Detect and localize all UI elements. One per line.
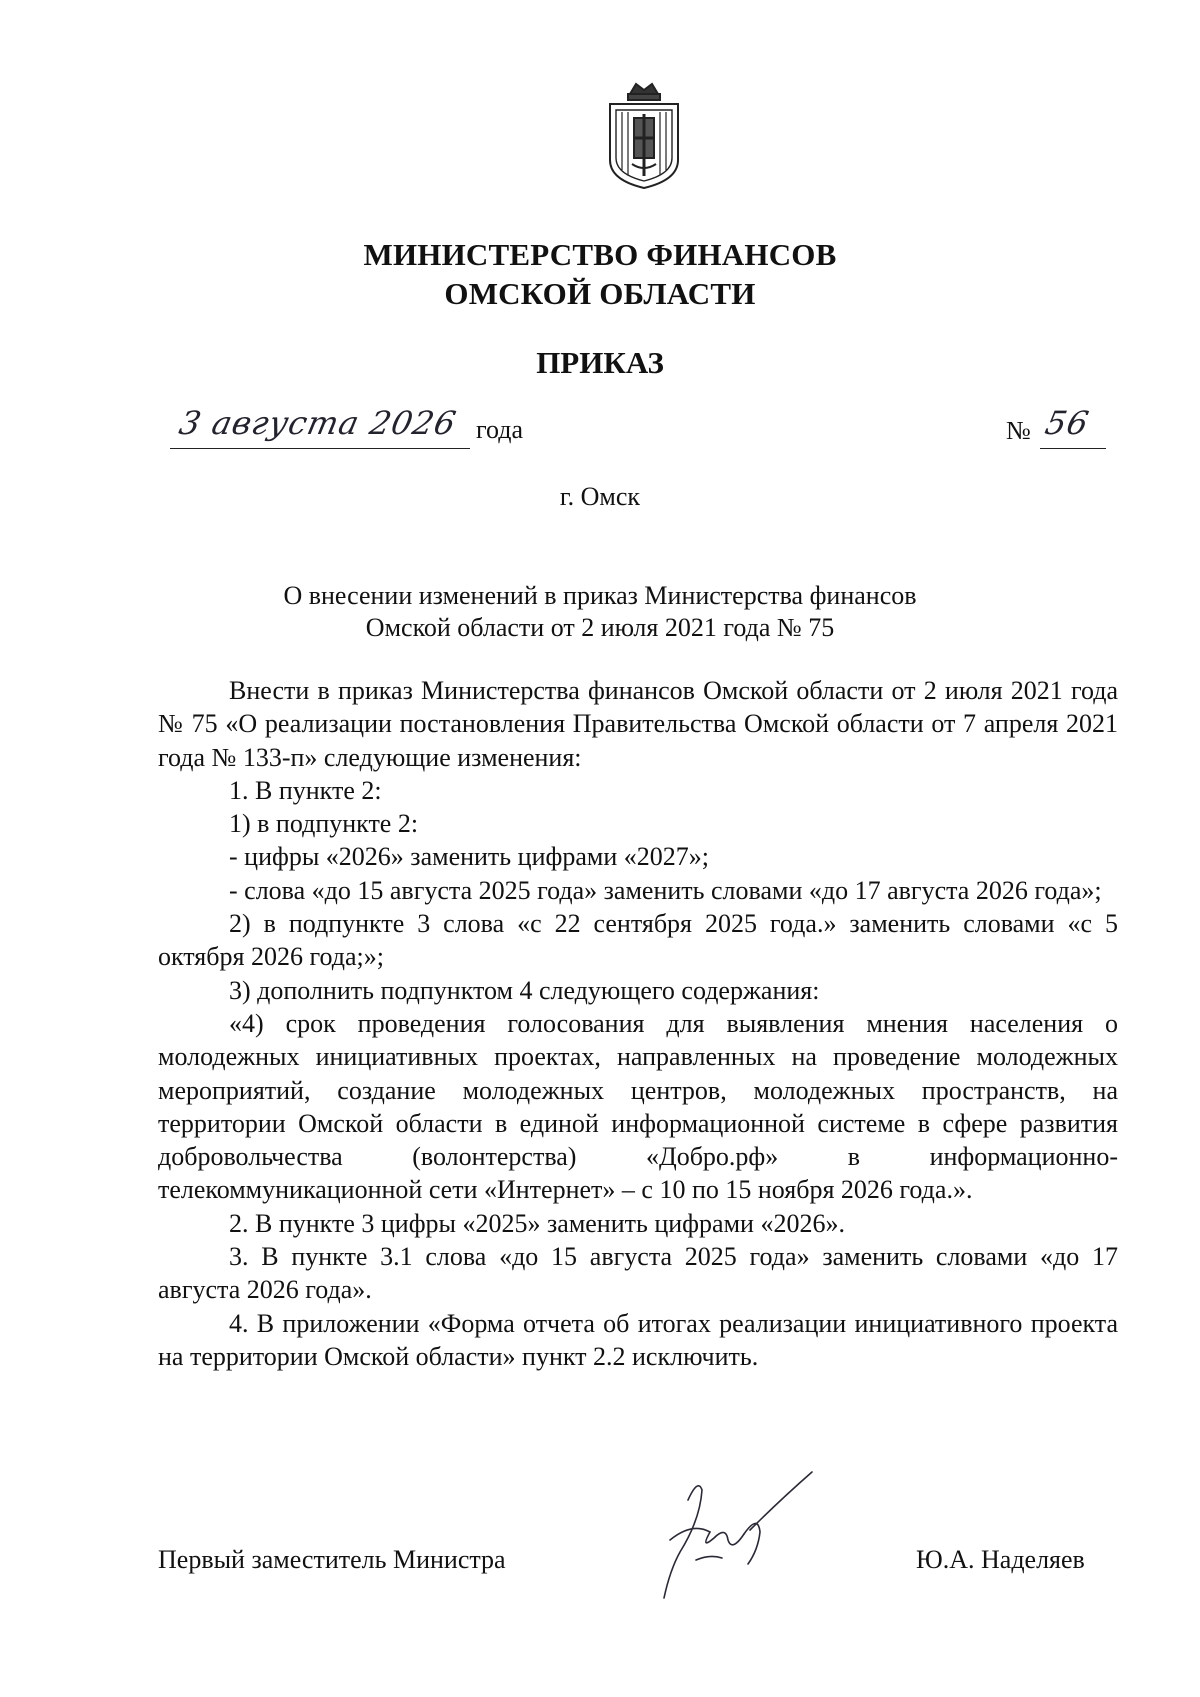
date-suffix: года (476, 415, 524, 444)
body-paragraph: 1) в подпункте 2: (229, 809, 419, 839)
body-paragraph: 2) в подпункте 3 слова «с 22 сентября 2025 года.» заменить словами «с 5 октября 2026 года;»; (158, 909, 1118, 972)
body-paragraph: 2. В пункте 3 цифры «2025» заменить цифрами «2026». (229, 1208, 845, 1238)
number-label: № (1006, 416, 1031, 445)
body-paragraph: 1. В пункте 2: (229, 775, 382, 805)
coat-of-arms-emblem (602, 80, 686, 192)
body-paragraph: 4. В приложении «Форма отчета об итогах реализации инициативного проекта на территории Омской области» пункт 2.2 исключить. (158, 1308, 1118, 1371)
body-paragraph: - цифры «2026» заменить цифрами «2027»; (229, 842, 709, 872)
body-paragraph: - слова «до 15 августа 2025 года» заменить словами «до 17 августа 2026 года»; (229, 875, 1102, 905)
signer-title: Первый заместитель Министра (158, 1545, 506, 1574)
body-paragraph: 3. В пункте 3.1 слова «до 15 августа 2025 года» заменить словами «до 17 августа 2026 года». (158, 1242, 1118, 1305)
signer-name: Ю.А. Наделяев (916, 1545, 1085, 1574)
body-paragraph: Внести в приказ Министерства финансов Омской области от 2 июля 2021 года № 75 «О реализации постановления Правительства Омской области от 7 апреля 2021 года № 133-п» следующие изменения: (158, 676, 1118, 772)
handwritten-number: 56 (1041, 404, 1093, 442)
ministry-title-line2: ОМСКОЙ ОБЛАСТИ (444, 276, 756, 311)
subject-line2: Омской области от 2 июля 2021 года № 75 (365, 613, 835, 642)
city-label: г. Омск (559, 482, 641, 511)
subject-line1: О внесении изменений в приказ Министерства финансов (283, 581, 917, 610)
handwritten-signature (640, 1460, 820, 1610)
handwritten-date: 3 августа 2026 (175, 404, 460, 442)
body-paragraph: 3) дополнить подпунктом 4 следующего содержания: (229, 975, 820, 1005)
document-type-title: ПРИКАЗ (536, 345, 664, 380)
ministry-title-line1: МИНИСТЕРСТВО ФИНАНСОВ (363, 237, 837, 272)
order-body (158, 674, 1118, 1373)
body-paragraph: «4) срок проведения голосования для выявления мнения населения о молодежных инициативных проектах, направленных на проведение молодежных мероприятий, создание молодежных центров, молодежных пространств, на территории Омской области в единой информационной системе в сфере развития добровольчества (волонтерства) «Добро.рф» в информационно-телекоммуникационной сети «Интернет» – с 10 по 15 ноября 2026 года.». (158, 1008, 1118, 1205)
